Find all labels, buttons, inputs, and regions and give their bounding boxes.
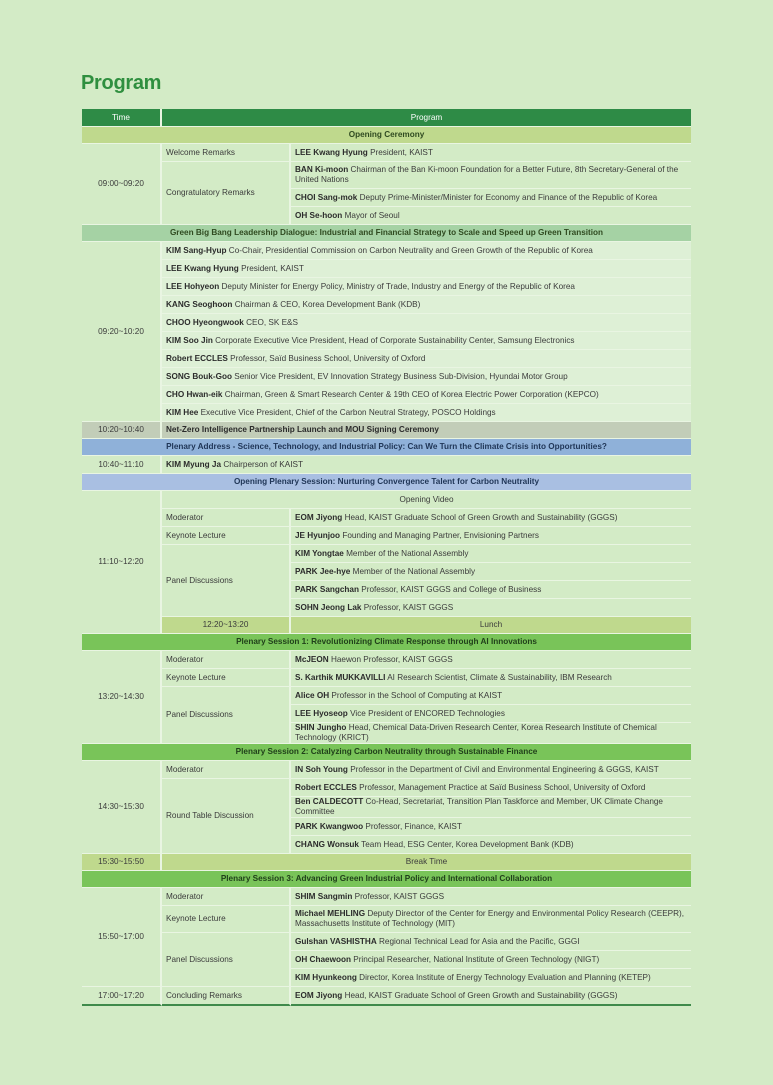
speaker-cell (291, 761, 691, 779)
table-row (82, 456, 691, 474)
table-row (82, 386, 691, 404)
speaker-cell (162, 368, 691, 386)
time-cell: 09:00~09:20 (82, 144, 162, 225)
speaker-name: SHIM Sangmin (295, 891, 353, 901)
speaker-desc: Senior Vice President, EV Innovation Strategy Business Sub-Division, Hyundai Motor Group (234, 371, 568, 381)
speaker-desc: Member of the National Assembly (346, 548, 469, 558)
section-row (82, 871, 691, 888)
speaker-desc: Regional Technical Lead for Asia and the Pacific, GGGI (379, 936, 580, 946)
speaker-desc: Professor, Management Practice at Saïd Business School, University of Oxford (359, 782, 646, 792)
speaker-name: IN Soh Young (295, 764, 348, 774)
speaker-name: CHO Hwan-eik (166, 389, 223, 399)
speaker-cell (291, 527, 691, 545)
speaker-desc: Team Head, ESG Center, Korea Development Bank (KDB) (361, 839, 574, 849)
speaker-desc: Founding and Managing Partner, Envisioning Partners (342, 530, 539, 540)
speaker-desc: Professor in the Department of Civil and Environmental Engineering & GGGS, KAIST (350, 764, 659, 774)
speaker-name: PARK Sangchan (295, 584, 359, 594)
time-cell: 14:30~15:30 (82, 761, 162, 854)
speaker-name: Gulshan VASHISTHA (295, 936, 377, 946)
speaker-name: EOM Jiyong (295, 512, 343, 522)
speaker-name: Robert ECCLES (295, 782, 357, 792)
speaker-desc: Deputy Director of the Center for Energy and Environmental Policy Research (CEEPR), Massachusetts Institute of Technology (MIT) (295, 909, 685, 928)
speaker-name: S. Karthik MUKKAVILLI (295, 672, 386, 682)
table-row (82, 854, 691, 871)
speaker-cell (291, 581, 691, 599)
speaker-name: LEE Kwang Hyung (166, 263, 239, 273)
speaker-desc: Vice President of ENCORED Technologies (350, 708, 505, 718)
speaker-desc: Head, KAIST Graduate School of Green Growth and Sustainability (GGGS) (344, 512, 618, 522)
table-row (82, 368, 691, 386)
role-cell: Moderator (162, 888, 291, 906)
section-row (82, 474, 691, 491)
section-row (82, 744, 691, 761)
time-cell: 15:30~15:50 (82, 854, 162, 871)
speaker-name: PARK Kwangwoo (295, 821, 364, 831)
speaker-name: SONG Bouk-Goo (166, 371, 232, 381)
opening-video-cell: Opening Video (162, 491, 691, 509)
table-row (82, 933, 691, 951)
table-row (82, 651, 691, 669)
speaker-name: JE Hyunjoo (295, 530, 341, 540)
table-row (82, 527, 691, 545)
speaker-desc: President, KAIST (241, 263, 304, 273)
speaker-name: Robert ECCLES (166, 353, 228, 363)
speaker-name: Ben CALDECOTT (295, 797, 364, 806)
speaker-name: OH Chaewoon (295, 954, 351, 964)
role-cell: Moderator (162, 509, 291, 527)
speaker-cell (162, 296, 691, 314)
role-cell: Panel Discussions (162, 545, 291, 617)
section-row (82, 225, 691, 242)
table-row (82, 296, 691, 314)
speaker-name: CHANG Wonsuk (295, 839, 359, 849)
table-row (82, 617, 691, 634)
speaker-name: KIM Yongtae (295, 548, 344, 558)
speaker-desc: Mayor of Seoul (344, 210, 400, 220)
speaker-name: BAN Ki-moon (295, 165, 349, 174)
speaker-cell (162, 350, 691, 368)
table-row (82, 332, 691, 350)
speaker-desc: Professor, KAIST GGGS (363, 602, 454, 612)
role-cell: Moderator (162, 761, 291, 779)
speaker-desc: Professor, KAIST GGGS (354, 891, 445, 901)
break-cell: Break Time (162, 854, 691, 871)
speaker-desc: Chairman & CEO, Korea Development Bank (KDB) (234, 299, 421, 309)
role-cell: Panel Discussions (162, 933, 291, 987)
section-row (82, 439, 691, 456)
speaker-desc: Co-Head, Secretariat, Transition Plan Taskforce and Member, UK Climate Change Committee (295, 797, 663, 816)
speaker-name: KIM Soo Jin (166, 335, 213, 345)
speaker-cell (162, 260, 691, 278)
section-title: Plenary Session 1: Revolutionizing Climate Response through AI Innovations (82, 634, 691, 651)
speaker-desc: Professor, Saïd Business School, University of Oxford (230, 353, 426, 363)
speaker-name: Alice OH (295, 690, 330, 700)
speaker-cell (291, 687, 691, 705)
speaker-cell (291, 651, 691, 669)
role-cell: Round Table Discussion (162, 779, 291, 854)
role-cell: Moderator (162, 651, 291, 669)
table-row (82, 162, 691, 189)
time-cell: 10:40~11:10 (82, 456, 162, 474)
time-cell: 15:50~17:00 (82, 888, 162, 987)
speaker-name: LEE Hohyeon (166, 281, 220, 291)
speaker-cell (291, 207, 691, 225)
session-title: Net-Zero Intelligence Partnership Launch and MOU Signing Ceremony (162, 422, 691, 439)
speaker-desc: Executive Vice President, Chief of the Carbon Neutral Strategy, POSCO Holdings (200, 407, 496, 417)
speaker-cell (291, 987, 691, 1006)
speaker-cell (162, 386, 691, 404)
section-title: Plenary Session 2: Catalyzing Carbon Neutrality through Sustainable Finance (82, 744, 691, 761)
speaker-cell (162, 278, 691, 296)
speaker-name: KIM Hyunkeong (295, 972, 357, 982)
speaker-cell (291, 705, 691, 723)
speaker-cell (291, 599, 691, 617)
speaker-desc: Member of the National Assembly (352, 566, 476, 576)
speaker-name: CHOI Sang-mok (295, 192, 358, 202)
table-row (82, 687, 691, 705)
page-title: Program (81, 72, 162, 94)
table-row (82, 669, 691, 687)
speaker-name: CHOO Hyeongwook (166, 317, 244, 327)
time-cell: 12:20~13:20 (162, 617, 291, 634)
time-cell: 10:20~10:40 (82, 422, 162, 439)
speaker-desc: CEO, SK E&S (246, 317, 298, 327)
speaker-cell (291, 779, 691, 797)
table-row (82, 779, 691, 797)
table-row (82, 491, 691, 509)
lunch-cell: Lunch (291, 617, 691, 634)
speaker-desc: Chairman, Green & Smart Research Center & 19th CEO of Korea Electric Power Corporation (KEPCO) (224, 389, 599, 399)
speaker-name: EOM Jiyong (295, 990, 343, 1000)
speaker-desc: AI Research Scientist, Climate & Sustainability, IBM Research (387, 672, 612, 682)
speaker-desc: Head, Chemical Data-Driven Research Center, Korea Research Institute of Chemical Technology (KRICT) (295, 723, 657, 742)
role-cell: Congratulatory Remarks (162, 162, 291, 225)
speaker-desc: Professor in the School of Computing at KAIST (331, 690, 503, 700)
section-title: Opening Plenary Session: Nurturing Convergence Talent for Carbon Neutrality (82, 474, 691, 491)
speaker-desc: Haewon Professor, KAIST GGGS (330, 654, 453, 664)
table-row (82, 350, 691, 368)
time-cell: 17:00~17:20 (82, 987, 162, 1006)
time-cell: 13:20~14:30 (82, 651, 162, 744)
role-cell: Welcome Remarks (162, 144, 291, 162)
section-title: Plenary Address - Science, Technology, and Industrial Policy: Can We Turn the Climate Crisis into Opportunities? (82, 439, 691, 456)
section-title: Green Big Bang Leadership Dialogue: Industrial and Financial Strategy to Scale and Speed up Green Transition (82, 225, 691, 242)
role-cell: Panel Discussions (162, 687, 291, 744)
speaker-name: OH Se-hoon (295, 210, 343, 220)
speaker-name: SOHN Jeong Lak (295, 602, 362, 612)
speaker-desc: President, KAIST (370, 147, 433, 157)
section-row (82, 127, 691, 144)
speaker-cell (291, 144, 691, 162)
speaker-desc: Deputy Prime-Minister/Minister for Economy and Finance of the Republic of Korea (359, 192, 658, 202)
speaker-name: KIM Hee (166, 407, 199, 417)
table-row (82, 422, 691, 439)
table-row (82, 761, 691, 779)
speaker-desc: Chairman of the Ban Ki-moon Foundation for a Better Future, 8th Secretary-General of the United Nations (295, 165, 679, 184)
section-title: Opening Ceremony (82, 127, 691, 144)
table-row (82, 404, 691, 422)
speaker-cell (291, 969, 691, 987)
speaker-cell (291, 189, 691, 207)
role-cell: Keynote Lecture (162, 527, 291, 545)
speaker-name: McJEON (295, 654, 329, 664)
speaker-cell (291, 797, 691, 818)
speaker-name: KANG Seoghoon (166, 299, 233, 309)
role-cell: Keynote Lecture (162, 669, 291, 687)
time-cell: 09:20~10:20 (82, 242, 162, 422)
table-row (82, 314, 691, 332)
speaker-cell (291, 888, 691, 906)
speaker-name: LEE Kwang Hyung (295, 147, 368, 157)
speaker-name: LEE Hyoseop (295, 708, 348, 718)
speaker-cell (162, 332, 691, 350)
speaker-name: KIM Myung Ja (166, 459, 222, 469)
speaker-cell (291, 162, 691, 189)
speaker-cell (291, 669, 691, 687)
speaker-cell (291, 818, 691, 836)
speaker-desc: Professor, Finance, KAIST (365, 821, 462, 831)
speaker-cell (162, 404, 691, 422)
speaker-cell (291, 951, 691, 969)
speaker-name: SHIN Jungho (295, 723, 347, 732)
table-row (82, 545, 691, 563)
header-program: Program (162, 109, 691, 127)
table-header-row (82, 109, 691, 127)
speaker-desc: Professor, KAIST GGGS and College of Business (361, 584, 542, 594)
speaker-cell (291, 836, 691, 854)
speaker-desc: Head, KAIST Graduate School of Green Growth and Sustainability (GGGS) (344, 990, 618, 1000)
table-row (82, 987, 691, 1006)
role-cell: Concluding Remarks (162, 987, 291, 1006)
speaker-cell (291, 906, 691, 933)
header-time: Time (82, 109, 162, 127)
time-cell: 11:10~12:20 (82, 491, 162, 634)
speaker-cell (162, 242, 691, 260)
program-table (82, 109, 691, 1006)
speaker-desc: Chairperson of KAIST (223, 459, 303, 469)
speaker-cell (162, 314, 691, 332)
speaker-cell (291, 545, 691, 563)
speaker-name: KIM Sang-Hyup (166, 245, 227, 255)
speaker-cell (291, 933, 691, 951)
table-row (82, 906, 691, 933)
role-cell: Keynote Lecture (162, 906, 291, 933)
speaker-desc: Co-Chair, Presidential Commission on Carbon Neutrality and Green Growth of the Republic of Korea (228, 245, 593, 255)
table-row (82, 888, 691, 906)
speaker-name: Michael MEHLING (295, 909, 366, 918)
speaker-name: PARK Jee-hye (295, 566, 351, 576)
speaker-desc: Principal Researcher, National Institute of Green Technology (NIGT) (353, 954, 600, 964)
speaker-cell (162, 456, 691, 474)
table-row (82, 260, 691, 278)
speaker-desc: Corporate Executive Vice President, Head of Corporate Sustainability Center, Samsung Electronics (215, 335, 575, 345)
section-row (82, 634, 691, 651)
speaker-cell (291, 509, 691, 527)
speaker-desc: Deputy Minister for Energy Policy, Ministry of Trade, Industry and Energy of the Republic of Korea (221, 281, 575, 291)
speaker-cell (291, 563, 691, 581)
table-row (82, 144, 691, 162)
table-row (82, 278, 691, 296)
speaker-cell (291, 723, 691, 744)
table-row (82, 242, 691, 260)
table-row (82, 509, 691, 527)
speaker-desc: Director, Korea Institute of Energy Technology Evaluation and Planning (KETEP) (359, 972, 651, 982)
section-title: Plenary Session 3: Advancing Green Industrial Policy and International Collaboration (82, 871, 691, 888)
